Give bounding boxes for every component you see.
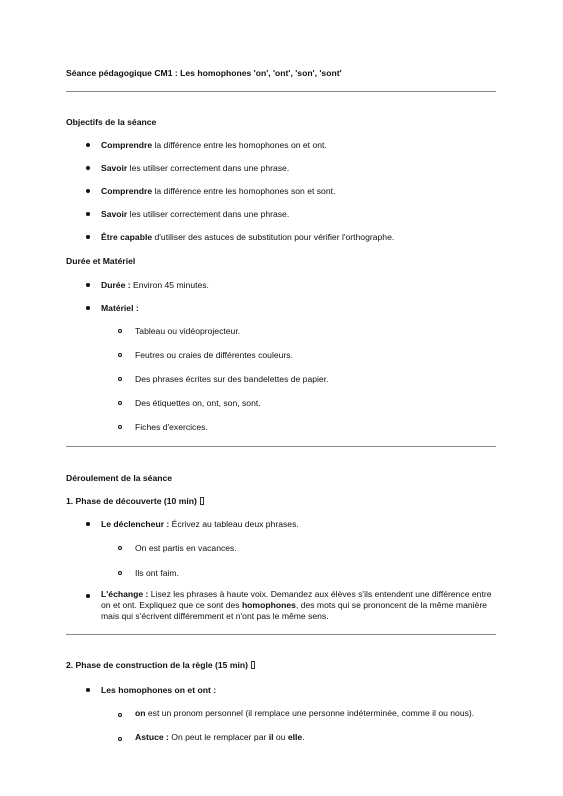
list-item-echange: L'échange : Lisez les phrases à haute voix. Demandez aux élèves s'ils entendent une différence entre on et ont. Expliquez que ce sont des homophones, des mots qui se prononcent de la même manière mais qui s'écrivent différemment et n'ont pas le même sens.: [101, 589, 492, 621]
placeholder-box-icon: [200, 497, 204, 505]
sub-list-item: Feutres ou craies de différentes couleurs.: [135, 350, 293, 360]
divider: [66, 91, 496, 92]
sub-list-item: Des étiquettes on, ont, son, sont.: [135, 398, 261, 408]
bullet: [86, 688, 90, 692]
list-item-homophones: Les homophones on et ont :: [101, 685, 217, 695]
bullet: [86, 212, 90, 216]
sub-list-item: on est un pronom personnel (il remplace une personne indéterminée, comme il ou nous).: [135, 708, 475, 718]
divider: [66, 446, 496, 447]
sub-bullet: [118, 353, 122, 357]
bullet: [86, 143, 90, 147]
list-item-duree: Durée : Environ 45 minutes.: [101, 280, 209, 290]
divider: [66, 634, 496, 635]
list-item: Savoir les utiliser correctement dans une phrase.: [101, 163, 290, 173]
sub-list-item: Des phrases écrites sur des bandelettes de papier.: [135, 374, 329, 384]
sub-bullet: [118, 401, 122, 405]
bullet: [86, 189, 90, 193]
section-heading-deroulement: Déroulement de la séance: [66, 473, 173, 483]
sub-bullet: [118, 377, 122, 381]
phase-heading: 2. Phase de construction de la règle (15 min): [66, 660, 255, 670]
bullet: [86, 166, 90, 170]
sub-list-item: Tableau ou vidéoprojecteur.: [135, 326, 241, 336]
list-item: Comprendre la différence entre les homophones on et ont.: [101, 140, 327, 150]
bullet: [86, 594, 90, 598]
sub-list-item: Astuce : On peut le remplacer par il ou elle.: [135, 732, 305, 742]
list-item-materiel: Matériel :: [101, 303, 139, 313]
placeholder-box-icon: [251, 661, 255, 669]
list-item: Comprendre la différence entre les homophones son et sont.: [101, 186, 336, 196]
bullet: [86, 283, 90, 287]
list-item: Être capable d'utiliser des astuces de substitution pour vérifier l'orthographe.: [101, 232, 395, 242]
list-item-declencheur: Le déclencheur : Écrivez au tableau deux phrases.: [101, 519, 299, 529]
sub-bullet: [118, 571, 122, 575]
document-title: Séance pédagogique CM1 : Les homophones 'on', 'ont', 'son', 'sont': [66, 68, 342, 78]
bullet: [86, 306, 90, 310]
list-item: Savoir les utiliser correctement dans une phrase.: [101, 209, 290, 219]
sub-list-item: Ils ont faim.: [135, 568, 179, 578]
bullet: [86, 522, 90, 526]
sub-bullet: [118, 425, 122, 429]
sub-bullet: [118, 713, 122, 717]
sub-list-item: Fiches d'exercices.: [135, 422, 208, 432]
bullet: [86, 235, 90, 239]
sub-list-item: On est partis en vacances.: [135, 543, 237, 553]
sub-bullet: [118, 546, 122, 550]
section-heading-objectifs: Objectifs de la séance: [66, 117, 157, 127]
sub-bullet: [118, 737, 122, 741]
section-heading-duree: Durée et Matériel: [66, 256, 136, 266]
sub-bullet: [118, 329, 122, 333]
phase-heading: 1. Phase de découverte (10 min): [66, 496, 204, 506]
